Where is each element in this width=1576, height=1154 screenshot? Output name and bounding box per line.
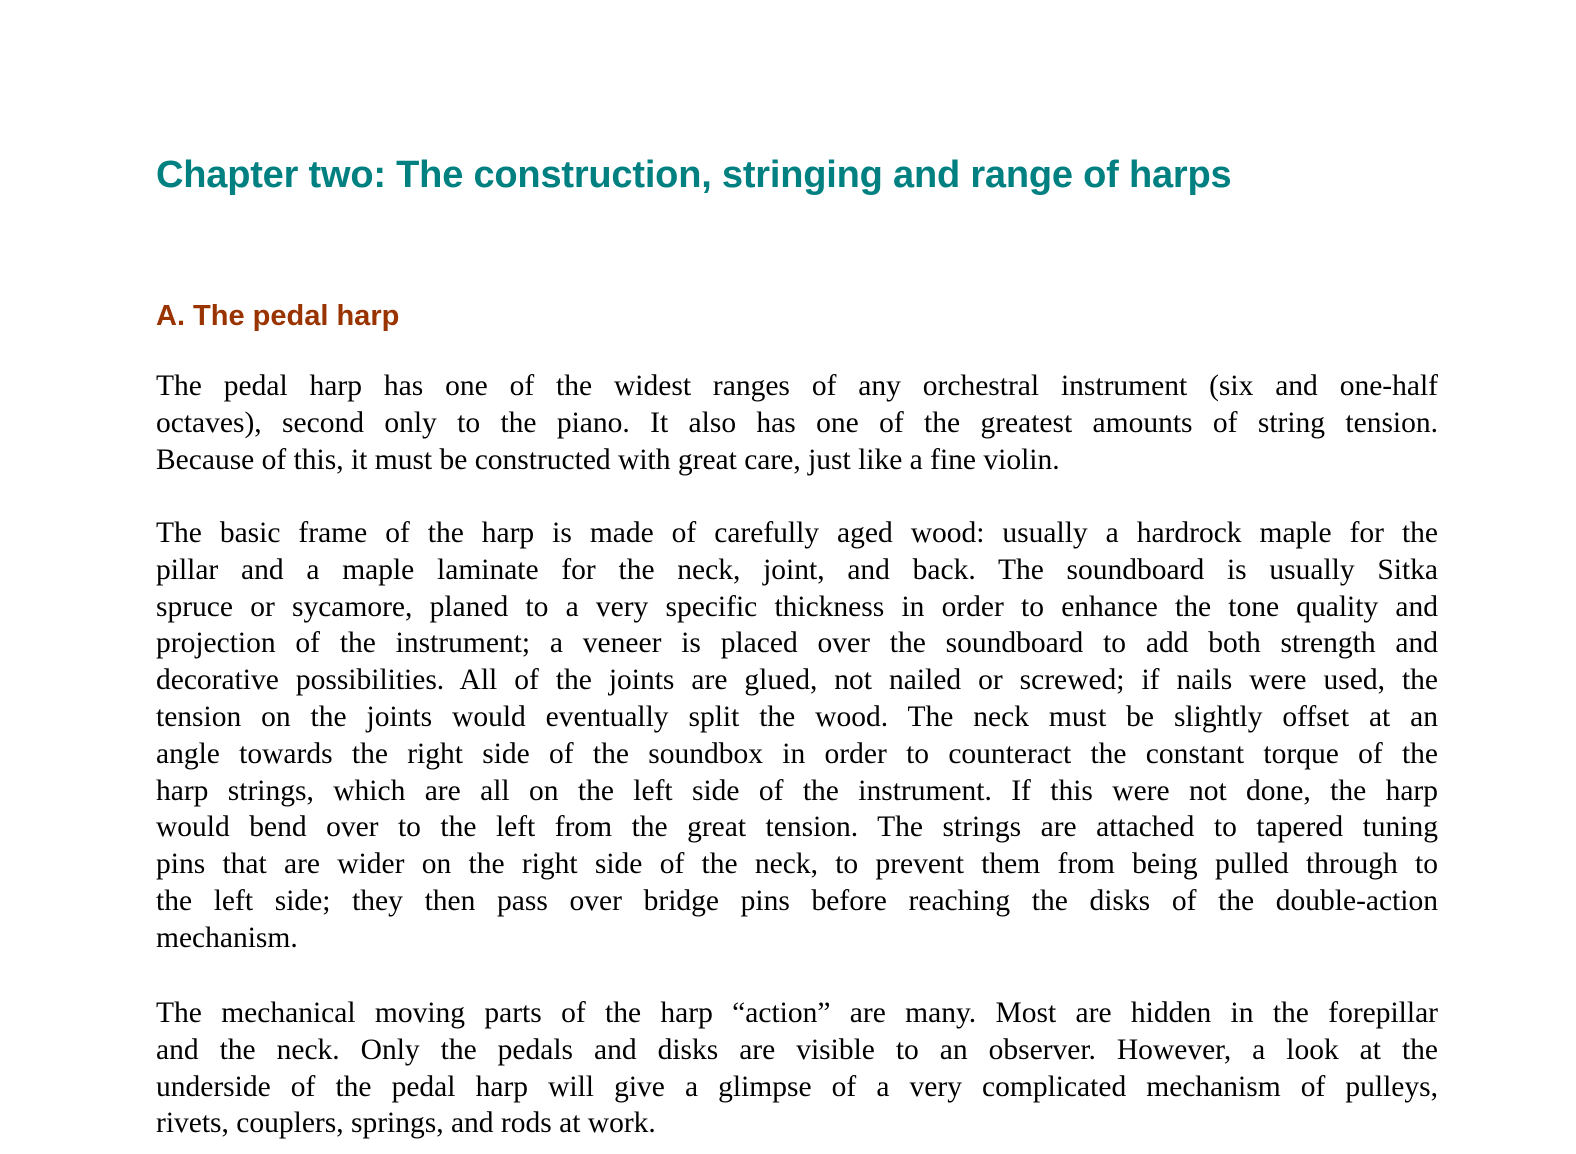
text-line: pins that are wider on the right side of the neck, to prevent them from being pulled through to [156, 848, 1438, 881]
text-line: pillar and a maple laminate for the neck, joint, and back. The soundboard is usually Sitka [156, 553, 1438, 586]
text-line: tension on the joints would eventually split the wood. The neck must be slightly offset at an [156, 700, 1438, 733]
text-line: would bend over to the left from the great tension. The strings are attached to tapered tuning [156, 811, 1438, 844]
text-line: rivets, couplers, springs, and rods at work. [156, 1107, 656, 1140]
text-line: The pedal harp has one of the widest ranges of any orchestral instrument (six and one-half [156, 370, 1438, 402]
text-line: The mechanical moving parts of the harp “action” are many. Most are hidden in the forepillar [156, 997, 1438, 1029]
text-line: harp strings, which are all on the left side of the instrument. If this were not done, the harp [156, 774, 1438, 807]
text-line: Because of this, it must be constructed with great care, just like a fine violin. [156, 443, 1060, 476]
text-line: underside of the pedal harp will give a glimpse of a very complicated mechanism of pulleys, [156, 1070, 1438, 1103]
paragraph-2 [156, 515, 1438, 957]
text-line: The basic frame of the harp is made of carefully aged wood: usually a hardrock maple for the [156, 517, 1438, 549]
text-line: spruce or sycamore, planed to a very specific thickness in order to enhance the tone quality and [156, 590, 1438, 623]
text-line: projection of the instrument; a veneer is placed over the soundboard to add both strength and [156, 627, 1438, 660]
text-line: and the neck. Only the pedals and disks are visible to an observer. However, a look at the [156, 1033, 1438, 1066]
text-line: mechanism. [156, 921, 298, 954]
text-line: angle towards the right side of the soundbox in order to counteract the constant torque of the [156, 737, 1438, 770]
chapter-title: Chapter two: The construction, stringing and range of harps [156, 154, 1232, 196]
text-line: the left side; they then pass over bridge pins before reaching the disks of the double-action [156, 884, 1438, 917]
text-line: decorative possibilities. All of the joints are glued, not nailed or screwed; if nails were used, the [156, 664, 1438, 697]
paragraph-1 [156, 368, 1438, 478]
section-title: A. The pedal harp [156, 300, 400, 332]
text-line: octaves), second only to the piano. It also has one of the greatest amounts of string tension. [156, 406, 1438, 439]
paragraph-3 [156, 995, 1438, 1142]
